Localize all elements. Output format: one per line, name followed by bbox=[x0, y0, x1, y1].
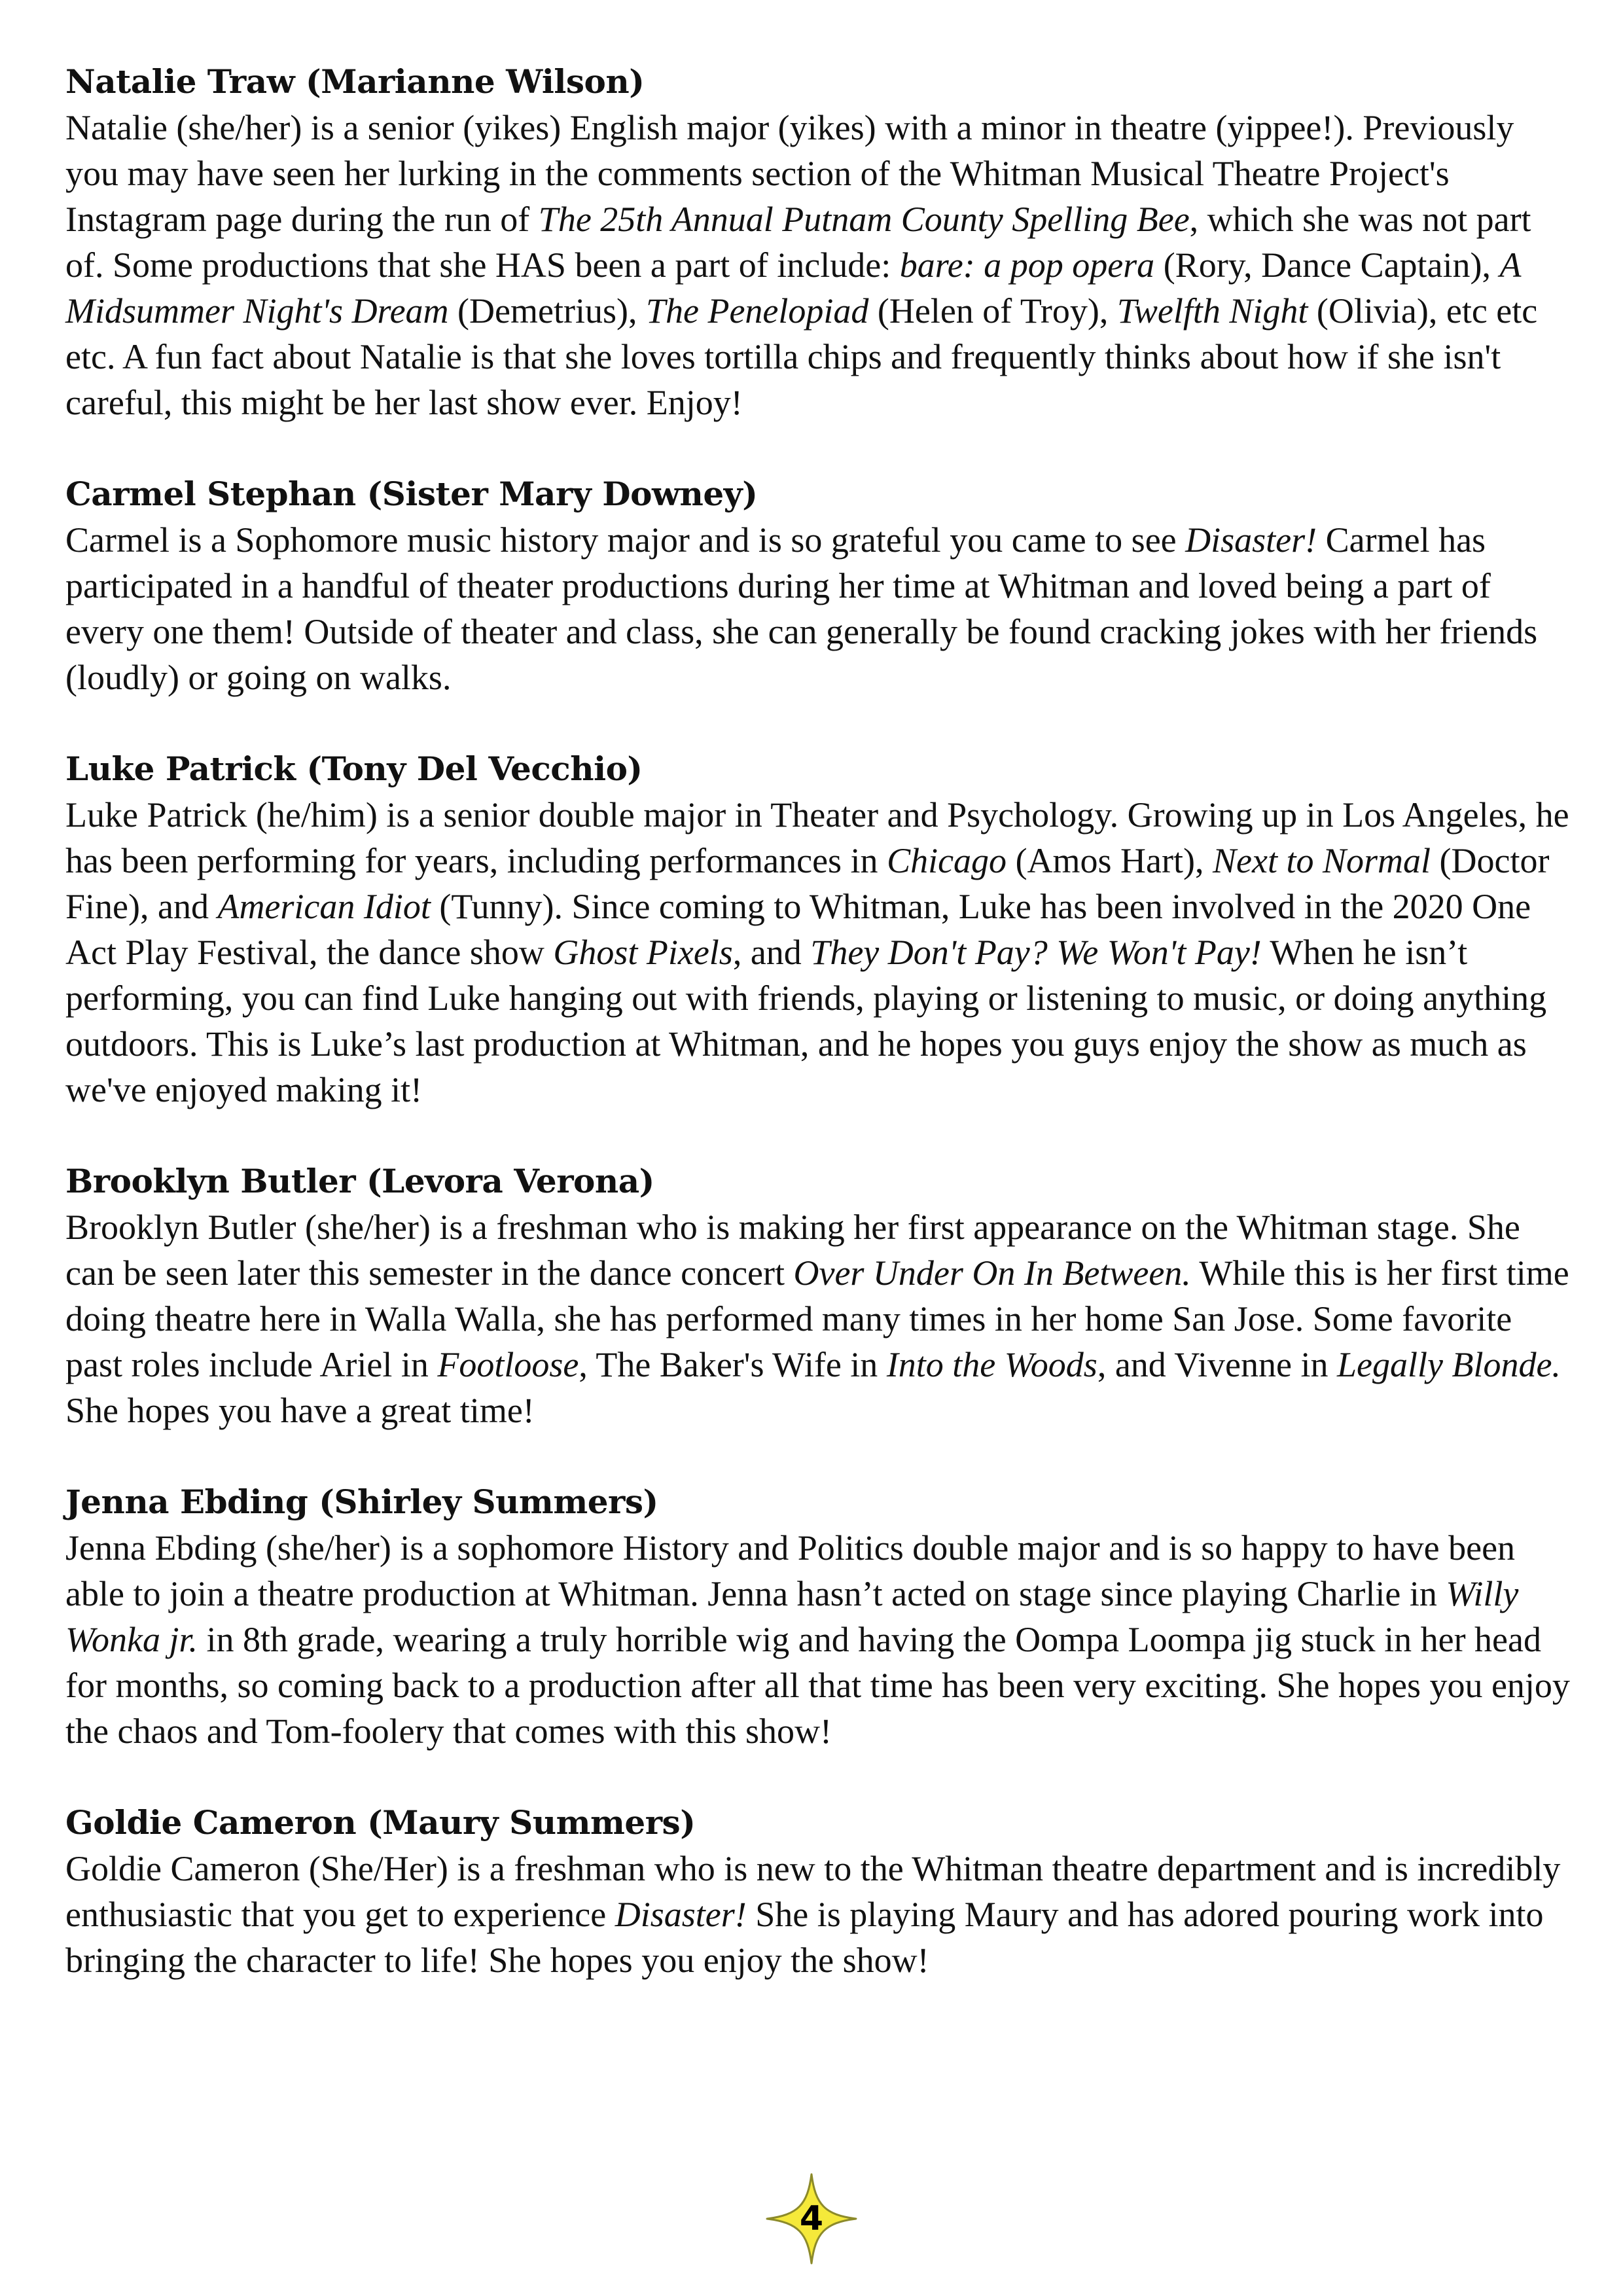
cast-bio-text bbox=[65, 1204, 1571, 1433]
bio-text-segment: (Olivia), etc etc etc. A fun fact about Natalie is that she loves tortilla chips and frequently thinks about how if she isn't careful, this might be her last show ever. Enjoy! bbox=[65, 291, 1538, 422]
bio-title-italic: The 25th Annual Putnam County Spelling Bee bbox=[538, 200, 1190, 239]
bio-text-segment: When he isn’t performing, you can find Luke hanging out with friends, playing or listening to music, or doing anything outdoors. This is Luke’s last production at Whitman, and he hopes you guys enjoy the show as much as we've enjoyed making it! bbox=[65, 933, 1547, 1109]
bio-title-italic: bare: a pop opera bbox=[899, 245, 1155, 285]
page-number-badge bbox=[764, 2172, 859, 2266]
bio-title-italic: American Idiot bbox=[217, 887, 431, 926]
bio-title-italic: Footloose bbox=[437, 1345, 579, 1384]
bio-title-italic: Disaster! bbox=[1185, 520, 1317, 560]
bio-title-italic: Over Under On In Between. bbox=[793, 1253, 1191, 1293]
cast-bio-text bbox=[65, 1846, 1571, 1983]
bio-text-segment: (Demetrius), bbox=[448, 291, 646, 331]
cast-bio-name: Brooklyn Butler (Levora Verona) bbox=[65, 1162, 654, 1200]
bio-text-segment: Goldie Cameron (She/Her) is a freshman who is new to the Whitman theatre department and is incredibly enthusiastic that you get to experience bbox=[65, 1849, 1561, 1934]
bio-title-italic: Chicago bbox=[887, 841, 1007, 880]
bio-text-segment: Carmel is a Sophomore music history major and is so grateful you came to see bbox=[65, 520, 1186, 560]
bio-text-segment: (Helen of Troy), bbox=[868, 291, 1117, 331]
cast-bio bbox=[65, 471, 1571, 700]
bio-text-segment: Jenna Ebding (she/her) is a sophomore History and Politics double major and is so happy to have been able to join a theatre production at Whitman. Jenna hasn’t acted on stage since playing Charlie in bbox=[65, 1528, 1516, 1613]
bio-title-italic: Into the Woods bbox=[886, 1345, 1097, 1384]
cast-bios-page bbox=[65, 59, 1571, 2029]
bio-text-segment: in 8th grade, wearing a truly horrible wig and having the Oompa Loompa jig stuck in her head for months, so coming back to a production after all that time has been very exciting. She hopes you enjoy the chaos and Tom-foolery that comes with this show! bbox=[65, 1620, 1570, 1751]
cast-bio-name: Luke Patrick (Tony Del Vecchio) bbox=[65, 749, 643, 788]
cast-bio-name: Carmel Stephan (Sister Mary Downey) bbox=[65, 475, 758, 513]
bio-text-segment: Brooklyn Butler (she/her) is a freshman who is making her first appearance on the Whitman stage. She can be seen later this semester in the dance concert bbox=[65, 1208, 1520, 1293]
bio-text-segment: (Rory, Dance Captain), bbox=[1154, 245, 1500, 285]
cast-bio bbox=[65, 1479, 1571, 1754]
bio-text-segment: Natalie (she/her) is a senior (yikes) English major (yikes) with a minor in theatre (yippee!). Previously you may have seen her lurking in the comments section of the Whitman Musical Theatre Project's Instagram page during the run of bbox=[65, 108, 1514, 239]
bio-title-italic: Willy Wonka jr. bbox=[65, 1574, 1519, 1659]
cast-bio bbox=[65, 59, 1571, 425]
bio-text-segment: (Amos Hart), bbox=[1007, 841, 1213, 880]
cast-bio-text bbox=[65, 1525, 1571, 1754]
bio-text-segment: (Tunny). Since coming to Whitman, Luke has been involved in the 2020 One Act Play Festival, the dance show bbox=[65, 887, 1531, 972]
bio-text-segment: , and Vivenne in bbox=[1097, 1345, 1337, 1384]
cast-bio-name: Natalie Traw (Marianne Wilson) bbox=[65, 62, 645, 101]
cast-bio-name: Goldie Cameron (Maury Summers) bbox=[65, 1803, 696, 1842]
page-number: 4 bbox=[799, 2199, 824, 2238]
bio-title-italic: Next to Normal bbox=[1213, 841, 1431, 880]
cast-bio-name: Jenna Ebding (Shirley Summers) bbox=[65, 1482, 658, 1521]
bio-text-segment: While this is her first time doing theatre here in Walla Walla, she has performed many times in her home San Jose. Some favorite past roles include Ariel in bbox=[65, 1253, 1569, 1384]
bio-title-italic: Legally Blonde. bbox=[1337, 1345, 1561, 1384]
bio-text-segment: , The Baker's Wife in bbox=[579, 1345, 887, 1384]
bio-title-italic: Twelfth Night bbox=[1116, 291, 1308, 331]
cast-bio-text bbox=[65, 792, 1571, 1113]
bio-title-italic: Disaster! bbox=[615, 1895, 747, 1934]
bio-text-segment: She is playing Maury and has adored pouring work into bringing the character to life! She hopes you enjoy the show! bbox=[65, 1895, 1544, 1980]
bio-title-italic: Ghost Pixels bbox=[553, 933, 733, 972]
cast-bio-text bbox=[65, 517, 1571, 700]
cast-bio bbox=[65, 1158, 1571, 1433]
bio-text-segment: Luke Patrick (he/him) is a senior double major in Theater and Psychology. Growing up in Los Angeles, he has been performing for years, including performances in bbox=[65, 795, 1569, 880]
bio-text-segment: (Doctor Fine), and bbox=[65, 841, 1550, 926]
bio-title-italic: The Penelopiad bbox=[645, 291, 869, 331]
cast-bio bbox=[65, 1800, 1571, 1983]
bio-title-italic: They Don't Pay? We Won't Pay! bbox=[810, 933, 1262, 972]
cast-bio bbox=[65, 746, 1571, 1113]
bio-text-segment: , and bbox=[732, 933, 811, 972]
bio-text-segment: She hopes you have a great time! bbox=[65, 1391, 535, 1430]
bio-text-segment: Carmel has participated in a handful of theater productions during her time at Whitman and loved being a part of every one them! Outside of theater and class, she can generally be found cracking jokes with her friends (loudly) or going on walks. bbox=[65, 520, 1538, 697]
bio-text-segment: , which she was not part of. Some productions that she HAS been a part of include: bbox=[65, 200, 1531, 285]
cast-bio-text bbox=[65, 105, 1571, 425]
bio-title-italic: A Midsummer Night's Dream bbox=[65, 245, 1521, 331]
